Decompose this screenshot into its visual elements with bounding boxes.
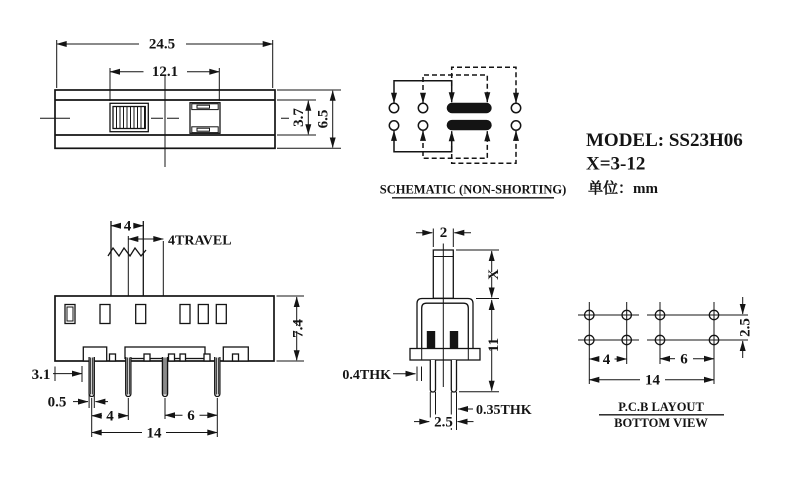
side-view [342,225,531,431]
pcb-layout-view [578,297,754,430]
dim-front-pitch-left: 4 [106,408,114,425]
schematic-view [380,67,567,198]
top-view-knob [110,103,148,131]
dim-front-overall: 14 [146,425,162,442]
dim-top-slot-height: 3.7 [291,108,307,127]
front-view-knob [108,218,163,296]
dim-side-knob-width: 2 [439,225,448,241]
unit-note: 单位：mm [588,181,658,197]
front-view-pins [89,357,220,397]
dim-pcb-pitch-right: 6 [680,351,688,368]
dim-pcb-row-pitch: 2.5 [737,318,754,337]
top-view-terminal-block [190,103,220,134]
dim-front-pin-width: 0.5 [47,394,67,411]
dim-top-overall-width: 24.5 [148,36,176,53]
schematic-contact-bars [447,103,492,131]
top-view [40,37,341,168]
x-dimension-spec: X=3-12 [586,153,646,175]
dim-side-pin-pitch: 2.5 [434,414,453,431]
dim-front-left-offset: 3.1 [31,367,51,383]
dim-side-pin-thickness: 0.35THK [476,403,532,418]
dim-pcb-overall: 14 [645,372,660,389]
model-number: MODEL: SS23H06 [586,130,743,151]
dim-side-knob-height: X [486,269,502,280]
dim-front-knob-width: 4 [123,218,132,235]
schematic-label: SCHEMATIC (NON-SHORTING) [379,182,567,197]
side-view-contacts [427,331,458,349]
pcb-bottom-view-title: BOTTOM VIEW [614,416,708,430]
dim-pcb-pitch-left: 4 [602,352,611,368]
title-block [586,130,743,197]
front-view-slots [65,305,226,324]
pcb-layout-title: P.C.B LAYOUT [618,400,704,414]
dim-front-body-height: 7.4 [290,319,307,338]
dim-top-body-height: 6.5 [315,109,332,129]
dim-front-pitch-right: 6 [187,408,195,424]
dim-top-slot-width: 12.1 [151,64,179,80]
dim-side-frame-thickness: 0.4THK [342,367,391,383]
dim-front-travel: 4TRAVEL [168,233,232,249]
side-view-frame [410,299,480,361]
dim-side-overall-height: 11 [486,337,502,353]
front-view [32,219,307,442]
